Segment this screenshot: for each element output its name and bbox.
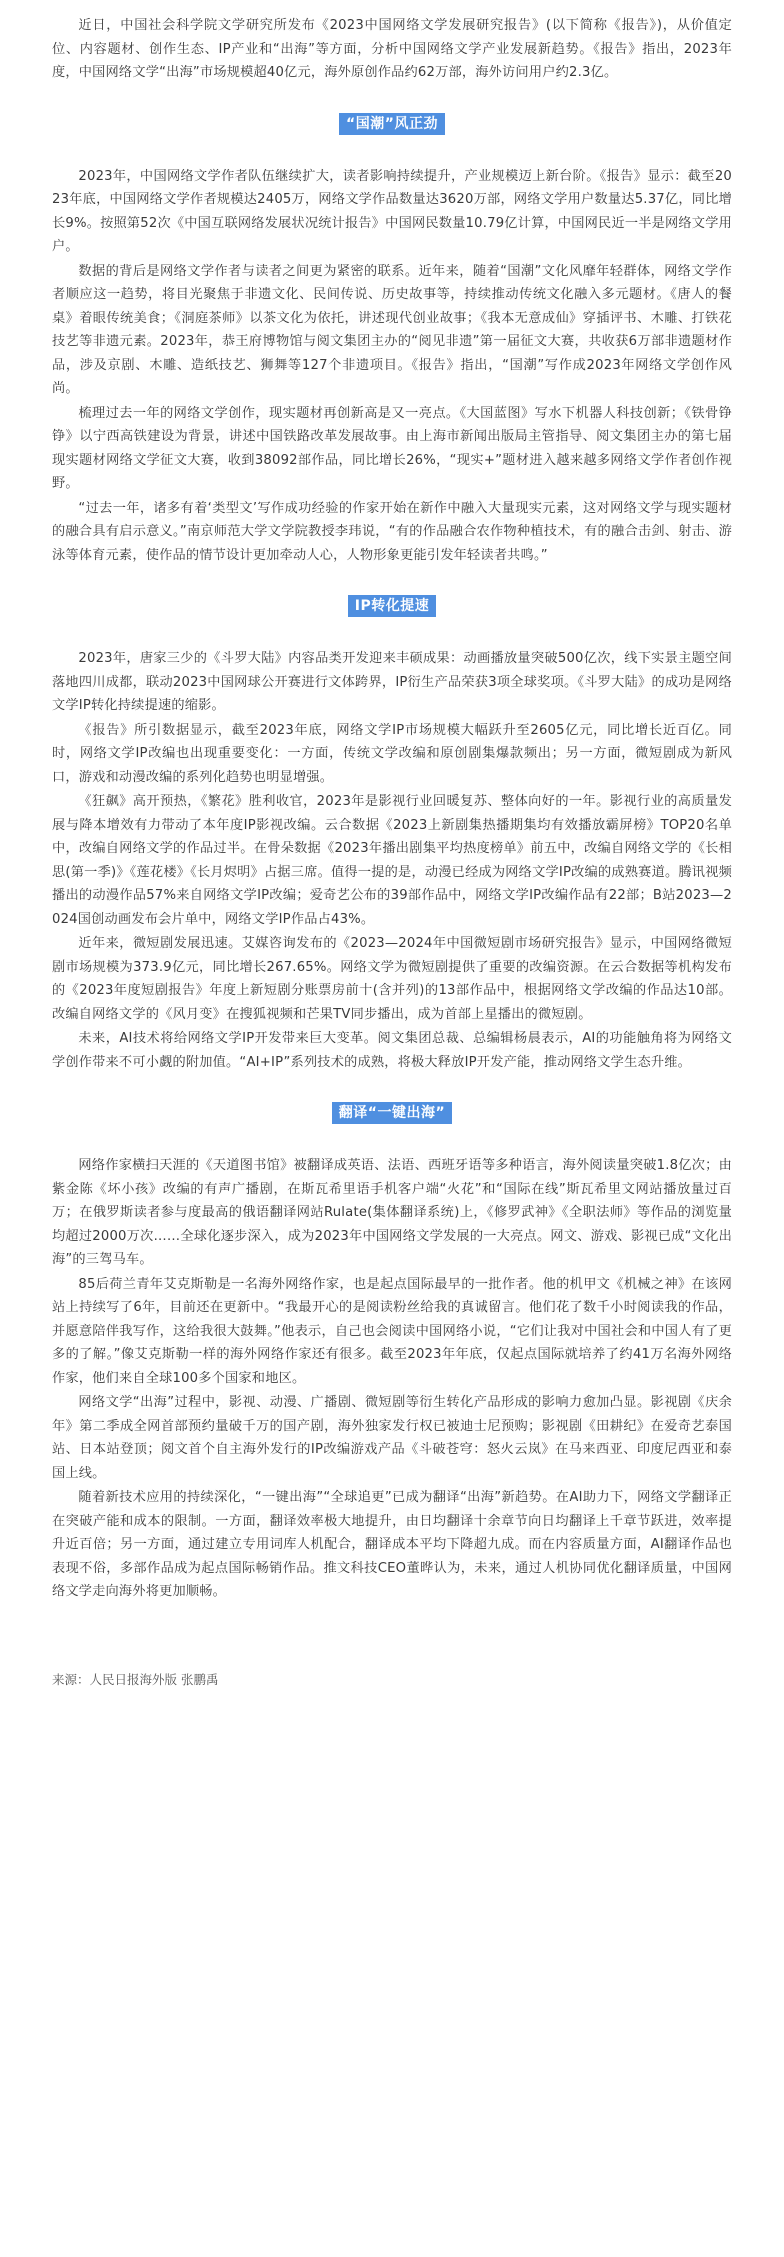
body-paragraph: 近年来，微短剧发展迅速。艾媒咨询发布的《2023—2024年中国微短剧市场研究报告》显示，中国网络微短剧市场规模为373.9亿元，同比增长267.65%。网络文学为微短剧提供了重要的改编资源。在云合数据等机构发布的《2023年度短剧报告》年度上新短剧分账票房前十(含并列)的13部作品中，根据网络文学改编的作品达10部。改编自网络文学的《风月变》在搜狐视频和芒果TV同步播出，成为首部上星播出的微短剧。 bbox=[52, 936, 732, 1022]
body-paragraph: 网络文学“出海”过程中，影视、动漫、广播剧、微短剧等衍生转化产品形成的影响力愈加凸显。影视剧《庆余年》第二季成全网首部预约量破千万的国产剧，海外独家发行权已被迪士尼预购；影视剧《田耕纪》在爱奇艺泰国站、日本站登顶；阅文首个自主海外发行的IP改编游戏产品《斗破苍穹：怒火云岚》在马来西亚、印度尼西亚和泰国上线。 bbox=[52, 1395, 732, 1481]
section-ip bbox=[52, 595, 732, 1074]
intro-paragraph: 近日，中国社会科学院文学研究所发布《2023中国网络文学发展研究报告》(以下简称《报告》)，从价值定位、内容题材、创作生态、IP产业和“出海”等方面，分析中国网络文学产业发展新趋势。《报告》指出，2023年度，中国网络文学“出海”市场规模超40亿元，海外原创作品约62万部，海外访问用户约2.3亿。 bbox=[52, 18, 732, 80]
section-translation bbox=[52, 1102, 732, 1604]
section-heading: 翻译“一键出海” bbox=[332, 1102, 452, 1124]
section-heading: “国潮”风正劲 bbox=[339, 113, 445, 135]
section-heading-wrap bbox=[52, 1102, 732, 1124]
body-paragraph: 数据的背后是网络文学作者与读者之间更为紧密的联系。近年来，随着“国潮”文化风靡年轻群体，网络文学作者顺应这一趋势，将目光聚焦于非遗文化、民间传说、历史故事等，持续推动传统文化融入多元题材。《唐人的餐桌》着眼传统美食；《洞庭茶师》以茶文化为依托，讲述现代创业故事；《我本无意成仙》穿插评书、木雕、打铁花技艺等非遗元素。2023年，恭王府博物馆与阅文集团主办的“阅见非遗”第一届征文大赛，共收获6万部非遗题材作品，涉及京剧、木雕、造纸技艺、狮舞等127个非遗项目。《报告》指出，“国潮”写作成2023年网络文学创作风尚。 bbox=[52, 263, 732, 396]
body-paragraph: 《报告》所引数据显示，截至2023年底，网络文学IP市场规模大幅跃升至2605亿元，同比增长近百亿。同时，网络文学IP改编也出现重要变化：一方面，传统文学改编和原创剧集爆款频出；另一方面，微短剧成为新风口，游戏和动漫改编的系列化趋势也明显增强。 bbox=[52, 722, 732, 785]
intro-block bbox=[52, 14, 732, 85]
section-guochao bbox=[52, 113, 732, 568]
body-paragraph: 未来，AI技术将给网络文学IP开发带来巨大变革。阅文集团总裁、总编辑杨晨表示，AI的功能触角将为网络文学创作带来不可小觑的附加值。“AI+IP”系列技术的成熟，将极大释放IP开发产能，推动网络文学生态升维。 bbox=[52, 1031, 732, 1070]
section-heading: IP转化提速 bbox=[348, 595, 436, 617]
body-paragraph: 2023年，中国网络文学作者队伍继续扩大，读者影响持续提升，产业规模迈上新台阶。《报告》显示：截至2023年底，中国网络文学作者规模达2405万，网络文学作品数量达3620万部，网络文学用户数量达5.37亿，同比增长9%。按照第52次《中国互联网络发展状况统计报告》中国网民数量10.79亿计算，中国网民近一半是网络文学用户。 bbox=[52, 168, 732, 254]
body-paragraph: 《狂飙》高开预热，《繁花》胜利收官，2023年是影视行业回暖复苏、整体向好的一年。影视行业的高质量发展与降本增效有力带动了本年度IP影视改编。云合数据《2023上新剧集热播期集均有效播放霸屏榜》TOP20名单中，改编自网络文学的作品过半。在骨朵数据《2023年播出剧集平均热度榜单》前五中，改编自网络文学的《长相思(第一季)》《莲花楼》《长月烬明》占据三席。值得一提的是，动漫已经成为网络文学IP改编的成熟赛道。腾讯视频播出的动漫作品57%来自网络文学IP改编；爱奇艺公布的39部作品中，网络文学IP改编作品有22部；B站2023—2024国创动画发布会片单中，网络文学IP作品占43%。 bbox=[52, 794, 732, 927]
body-paragraph: 梳理过去一年的网络文学创作，现实题材再创新高是又一亮点。《大国蓝图》写水下机器人科技创新；《铁骨铮铮》以宁西高铁建设为背景，讲述中国铁路改革发展故事。由上海市新闻出版局主管指导、阅文集团主办的第七届现实题材网络文学征文大赛，收到38092部作品，同比增长26%，“现实+”题材进入越来越多网络文学作者创作视野。 bbox=[52, 405, 732, 491]
section-heading-wrap bbox=[52, 595, 732, 617]
section-heading-wrap bbox=[52, 113, 732, 135]
body-paragraph: “过去一年，诸多有着‘类型文’写作成功经验的作家开始在新作中融入大量现实元素，这对网络文学与现实题材的融合具有启示意义。”南京师范大学文学院教授李玮说，“有的作品融合农作物种植技术，有的融合击剑、射击、游泳等体育元素，使作品的情节设计更加牵动人心，人物形象更能引发年轻读者共鸣。” bbox=[52, 500, 732, 563]
source-credit: 来源：人民日报海外版 张鹏禹 bbox=[52, 1671, 219, 1687]
body-paragraph: 2023年，唐家三少的《斗罗大陆》内容品类开发迎来丰硕成果：动画播放量突破500亿次，线下实景主题空间落地四川成都，联动2023中国网球公开赛进行文体跨界，IP衍生产品荣获3项全球奖项。《斗罗大陆》的成功是网络文学IP转化持续提速的缩影。 bbox=[52, 651, 732, 713]
body-paragraph: 随着新技术应用的持续深化，“一键出海”“全球追更”已成为翻译“出海”新趋势。在AI助力下，网络文学翻译正在突破产能和成本的限制。一方面，翻译效率极大地提升，由日均翻译十余章节向日均翻译上千章节跃进，效率提升近百倍；另一方面，通过建立专用词库人机配合，翻译成本平均下降超九成。而在内容质量方面，AI翻译作品也表现不俗，多部作品成为起点国际畅销作品。推文科技CEO董晔认为，未来，通过人机协同优化翻译质量，中国网络文学走向海外将更加顺畅。 bbox=[52, 1490, 732, 1599]
body-paragraph: 85后荷兰青年艾克斯勒是一名海外网络作家，也是起点国际最早的一批作者。他的机甲文《机械之神》在该网站上持续写了6年，目前还在更新中。“我最开心的是阅读粉丝给我的真诚留言。他们花了数千小时阅读我的作品，并愿意陪伴我写作，这给我很大鼓舞。”他表示，自己也会阅读中国网络小说，“它们让我对中国社会和中国人有了更多的了解。”像艾克斯勒一样的海外网络作家还有很多。截至2023年年底，仅起点国际就培养了约41万名海外网络作家，他们来自全球100多个国家和地区。 bbox=[52, 1276, 732, 1386]
body-paragraph: 网络作家横扫天涯的《天道图书馆》被翻译成英语、法语、西班牙语等多种语言，海外阅读量突破1.8亿次；由紫金陈《坏小孩》改编的有声广播剧，在斯瓦希里语手机客户端“火花”和“国际在线”斯瓦希里文网站播放量过百万；在俄罗斯读者参与度最高的俄语翻译网站Rulate(集体翻译系统)上，《修罗武神》《全职法师》等作品的浏览量均超过2000万次……全球化逐步深入，成为2023年中国网络文学发展的一大亮点。网文、游戏、影视已成“文化出海”的三驾马车。 bbox=[52, 1158, 732, 1267]
